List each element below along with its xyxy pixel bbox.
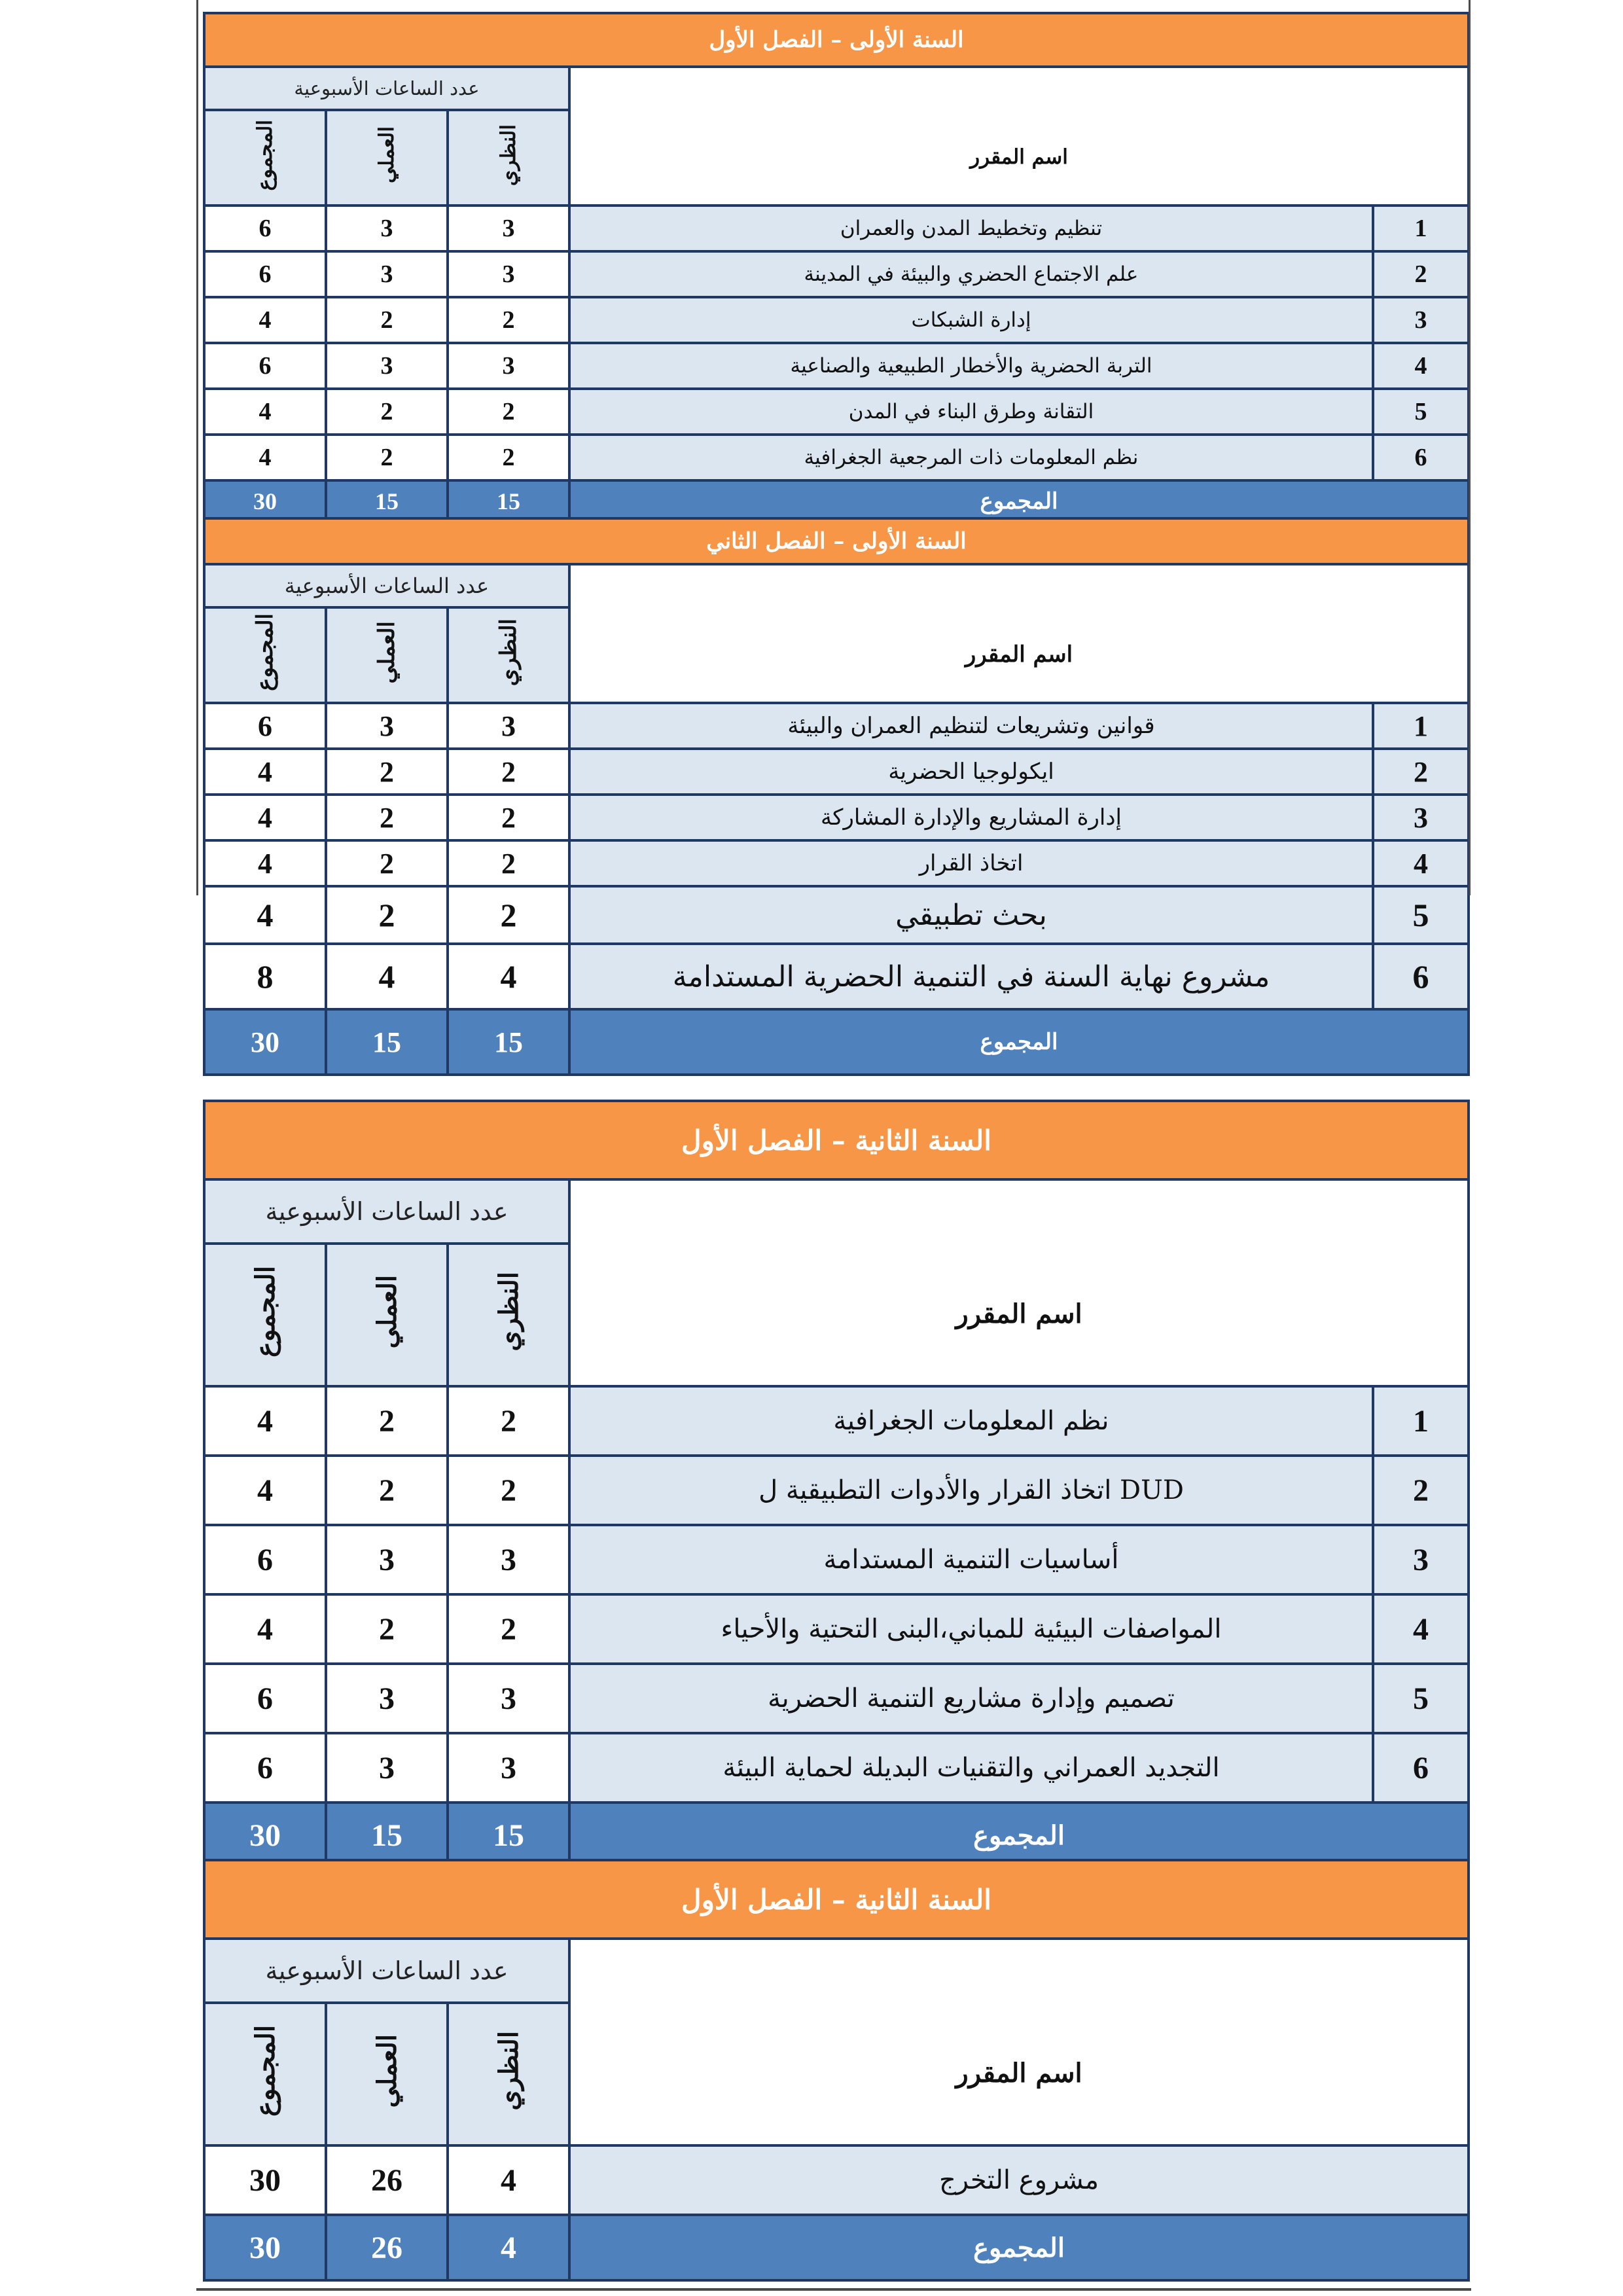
semester-table	[203, 517, 1470, 1076]
total-hours-cell: 4	[204, 749, 326, 795]
course-name-header-text: اسم المقرر	[970, 145, 1068, 169]
course-name-header	[569, 1939, 1469, 2145]
practical-hours-cell: 4	[326, 944, 448, 1009]
course-index-cell: 5	[1373, 389, 1469, 435]
practical-hours-cell: 2	[326, 297, 448, 343]
weekly-hours-header: عدد الساعات الأسبوعية	[204, 1939, 569, 2003]
col-total-header-text: المجموع	[252, 613, 278, 691]
course-index-cell: 1	[1373, 206, 1469, 251]
page-edge-line	[196, 0, 198, 895]
total-hours-cell: 4	[204, 435, 326, 480]
theory-hours-cell: 2	[448, 1386, 569, 1456]
col-theory-header	[448, 607, 569, 703]
total-hours-cell: 4	[204, 1386, 326, 1456]
course-name-cell: إدارة الشبكات	[569, 297, 1373, 343]
col-theory-header-text: النظري	[493, 1272, 524, 1352]
practical-hours-cell: 3	[326, 251, 448, 297]
course-name-cell: التقانة وطرق البناء في المدن	[569, 389, 1373, 435]
course-name-cell: مشروع نهاية السنة في التنمية الحضرية المستدامة	[569, 944, 1373, 1009]
theory-hours-cell: 3	[448, 206, 569, 251]
semester-banner: السنة الأولى – الفصل الثاني	[204, 518, 1469, 564]
course-name-cell: التربة الحضرية والأخطار الطبيعية والصناعية	[569, 343, 1373, 389]
course-name-cell: تنظيم وتخطيط المدن والعمران	[569, 206, 1373, 251]
sum-practical-cell: 15	[326, 480, 448, 522]
col-total-header-text: المجموع	[253, 119, 277, 191]
practical-hours-cell: 2	[326, 749, 448, 795]
course-index-cell: 4	[1373, 1594, 1469, 1664]
col-theory-header	[448, 1244, 569, 1386]
theory-hours-cell: 3	[448, 1733, 569, 1803]
course-index-cell: 6	[1373, 435, 1469, 480]
theory-hours-cell: 3	[448, 343, 569, 389]
course-row	[204, 1594, 1469, 1664]
col-theory-header-text: النظري	[497, 124, 520, 187]
col-theory-header-text: النظري	[495, 618, 522, 687]
practical-hours-cell: 3	[326, 1664, 448, 1733]
course-row	[204, 297, 1469, 343]
theory-hours-cell: 3	[448, 703, 569, 749]
semester-table	[203, 1100, 1470, 1869]
course-index-cell: 6	[1373, 1733, 1469, 1803]
total-hours-cell: 4	[204, 886, 326, 944]
semester-banner: السنة الأولى – الفصل الأول	[204, 13, 1469, 67]
practical-hours-cell: 3	[326, 703, 448, 749]
semester-banner: السنة الثانية – الفصل الأول	[204, 1860, 1469, 1939]
course-index-cell: 2	[1373, 251, 1469, 297]
practical-hours-cell: 2	[326, 886, 448, 944]
sum-practical-cell: 26	[326, 2215, 448, 2280]
sum-total-cell: 30	[204, 2215, 326, 2280]
practical-hours-cell: 2	[326, 1594, 448, 1664]
sum-label-cell: المجموع	[569, 480, 1469, 522]
theory-hours-cell: 3	[448, 1664, 569, 1733]
total-hours-cell: 4	[204, 389, 326, 435]
course-name-cell: المواصفات البيئية للمباني،البنى التحتية والأحياء	[569, 1594, 1373, 1664]
course-row	[204, 795, 1469, 840]
course-index-cell: 1	[1373, 1386, 1469, 1456]
sum-label-cell: المجموع	[569, 1009, 1469, 1075]
course-name-cell: التجديد العمراني والتقنيات البديلة لحماية البيئة	[569, 1733, 1373, 1803]
sum-theory-cell: 4	[448, 2215, 569, 2280]
col-total-header	[204, 110, 326, 206]
course-index-cell: 2	[1373, 749, 1469, 795]
course-row	[204, 1664, 1469, 1733]
course-name-cell: أساسيات التنمية المستدامة	[569, 1525, 1373, 1594]
total-hours-cell: 6	[204, 703, 326, 749]
weekly-hours-header: عدد الساعات الأسبوعية	[204, 1179, 569, 1244]
practical-hours-cell: 2	[326, 1456, 448, 1525]
col-practical-header	[326, 110, 448, 206]
sum-theory-cell: 15	[448, 1009, 569, 1075]
col-practical-header-text: العملي	[371, 2034, 402, 2108]
theory-hours-cell: 2	[448, 1594, 569, 1664]
total-hours-cell: 4	[204, 1594, 326, 1664]
col-practical-header	[326, 607, 448, 703]
course-row	[204, 1733, 1469, 1803]
course-name-cell: علم الاجتماع الحضري والبيئة في المدينة	[569, 251, 1373, 297]
total-hours-cell: 4	[204, 840, 326, 886]
total-hours-cell: 8	[204, 944, 326, 1009]
total-hours-cell: 6	[204, 251, 326, 297]
total-hours-cell: 6	[204, 343, 326, 389]
col-theory-header	[448, 110, 569, 206]
theory-hours-cell: 4	[448, 944, 569, 1009]
course-name-cell: تصميم وإدارة مشاريع التنمية الحضرية	[569, 1664, 1373, 1733]
course-row	[204, 840, 1469, 886]
course-row	[204, 886, 1469, 944]
weekly-hours-header: عدد الساعات الأسبوعية	[204, 564, 569, 607]
course-row	[204, 343, 1469, 389]
semester-table	[203, 1859, 1470, 2282]
practical-hours-cell: 26	[326, 2145, 448, 2215]
course-row	[204, 389, 1469, 435]
course-name-header-text: اسم المقرر	[965, 641, 1073, 668]
col-practical-header	[326, 1244, 448, 1386]
practical-hours-cell: 2	[326, 840, 448, 886]
course-name-cell: اتخاذ القرار والأدوات التطبيقية ل DUD	[569, 1456, 1373, 1525]
theory-hours-cell: 2	[448, 435, 569, 480]
course-row	[204, 435, 1469, 480]
course-index-cell: 1	[1373, 703, 1469, 749]
course-index-cell: 6	[1373, 944, 1469, 1009]
course-index-cell: 2	[1373, 1456, 1469, 1525]
total-hours-cell: 6	[204, 1664, 326, 1733]
col-theory-header	[448, 2003, 569, 2145]
total-hours-cell: 6	[204, 1733, 326, 1803]
course-name-header	[569, 67, 1469, 206]
page-edge-line	[196, 2288, 1471, 2291]
total-hours-cell: 30	[204, 2145, 326, 2215]
total-hours-cell: 4	[204, 795, 326, 840]
theory-hours-cell: 2	[448, 389, 569, 435]
col-practical-header-text: العملي	[374, 620, 400, 684]
course-row	[204, 703, 1469, 749]
sum-total-cell: 30	[204, 1803, 326, 1868]
weekly-hours-header: عدد الساعات الأسبوعية	[204, 67, 569, 110]
course-row	[204, 1525, 1469, 1594]
total-hours-cell: 6	[204, 206, 326, 251]
theory-hours-cell: 3	[448, 251, 569, 297]
col-total-header	[204, 2003, 326, 2145]
course-name-header-text: اسم المقرر	[955, 1299, 1082, 1329]
col-total-header-text: المجموع	[249, 2025, 281, 2117]
course-name-cell: بحث تطبيقي	[569, 886, 1373, 944]
theory-hours-cell: 4	[448, 2145, 569, 2215]
practical-hours-cell: 3	[326, 1525, 448, 1594]
sum-theory-cell: 15	[448, 1803, 569, 1868]
total-hours-cell: 4	[204, 297, 326, 343]
semester-table	[203, 12, 1470, 524]
practical-hours-cell: 2	[326, 389, 448, 435]
course-index-cell: 3	[1373, 795, 1469, 840]
course-name-cell: إدارة المشاريع والإدارة المشاركة	[569, 795, 1373, 840]
sum-practical-cell: 15	[326, 1009, 448, 1075]
total-hours-cell: 4	[204, 1456, 326, 1525]
course-index-cell: 3	[1373, 1525, 1469, 1594]
course-name-cell: ايكولوجيا الحضرية	[569, 749, 1373, 795]
practical-hours-cell: 3	[326, 206, 448, 251]
course-index-cell: 4	[1373, 840, 1469, 886]
page-edge-line	[1469, 0, 1471, 895]
course-row	[204, 749, 1469, 795]
col-practical-header	[326, 2003, 448, 2145]
course-name-header	[569, 564, 1469, 703]
course-row	[204, 2145, 1469, 2215]
theory-hours-cell: 2	[448, 1456, 569, 1525]
col-practical-header-text: العملي	[375, 126, 399, 184]
course-name-header	[569, 1179, 1469, 1386]
course-row	[204, 251, 1469, 297]
course-row	[204, 944, 1469, 1009]
practical-hours-cell: 2	[326, 1386, 448, 1456]
practical-hours-cell: 3	[326, 1733, 448, 1803]
sum-total-cell: 30	[204, 1009, 326, 1075]
practical-hours-cell: 2	[326, 435, 448, 480]
sum-label-cell: المجموع	[569, 1803, 1469, 1868]
practical-hours-cell: 2	[326, 795, 448, 840]
practical-hours-cell: 3	[326, 343, 448, 389]
course-name-cell: اتخاذ القرار	[569, 840, 1373, 886]
theory-hours-cell: 2	[448, 840, 569, 886]
course-index-cell: 3	[1373, 297, 1469, 343]
course-name-header-text: اسم المقرر	[955, 2058, 1082, 2089]
semester-banner: السنة الثانية – الفصل الأول	[204, 1101, 1469, 1179]
sum-practical-cell: 15	[326, 1803, 448, 1868]
sum-theory-cell: 15	[448, 480, 569, 522]
col-total-header	[204, 1244, 326, 1386]
col-total-header	[204, 607, 326, 703]
total-hours-cell: 6	[204, 1525, 326, 1594]
course-row	[204, 1456, 1469, 1525]
theory-hours-cell: 2	[448, 795, 569, 840]
col-total-header-text: المجموع	[249, 1266, 281, 1357]
course-name-cell: قوانين وتشريعات لتنظيم العمران والبيئة	[569, 703, 1373, 749]
course-name-cell: مشروع التخرج	[569, 2145, 1469, 2215]
sum-label-cell: المجموع	[569, 2215, 1469, 2280]
course-name-cell: نظم المعلومات الجغرافية	[569, 1386, 1373, 1456]
course-index-cell: 5	[1373, 1664, 1469, 1733]
course-index-cell: 4	[1373, 343, 1469, 389]
course-row	[204, 1386, 1469, 1456]
course-name-cell: نظم المعلومات ذات المرجعية الجغرافية	[569, 435, 1373, 480]
col-practical-header-text: العملي	[371, 1274, 402, 1349]
course-row	[204, 206, 1469, 251]
course-index-cell: 5	[1373, 886, 1469, 944]
theory-hours-cell: 2	[448, 297, 569, 343]
col-theory-header-text: النظري	[493, 2031, 524, 2111]
sum-total-cell: 30	[204, 480, 326, 522]
theory-hours-cell: 3	[448, 1525, 569, 1594]
theory-hours-cell: 2	[448, 749, 569, 795]
theory-hours-cell: 2	[448, 886, 569, 944]
